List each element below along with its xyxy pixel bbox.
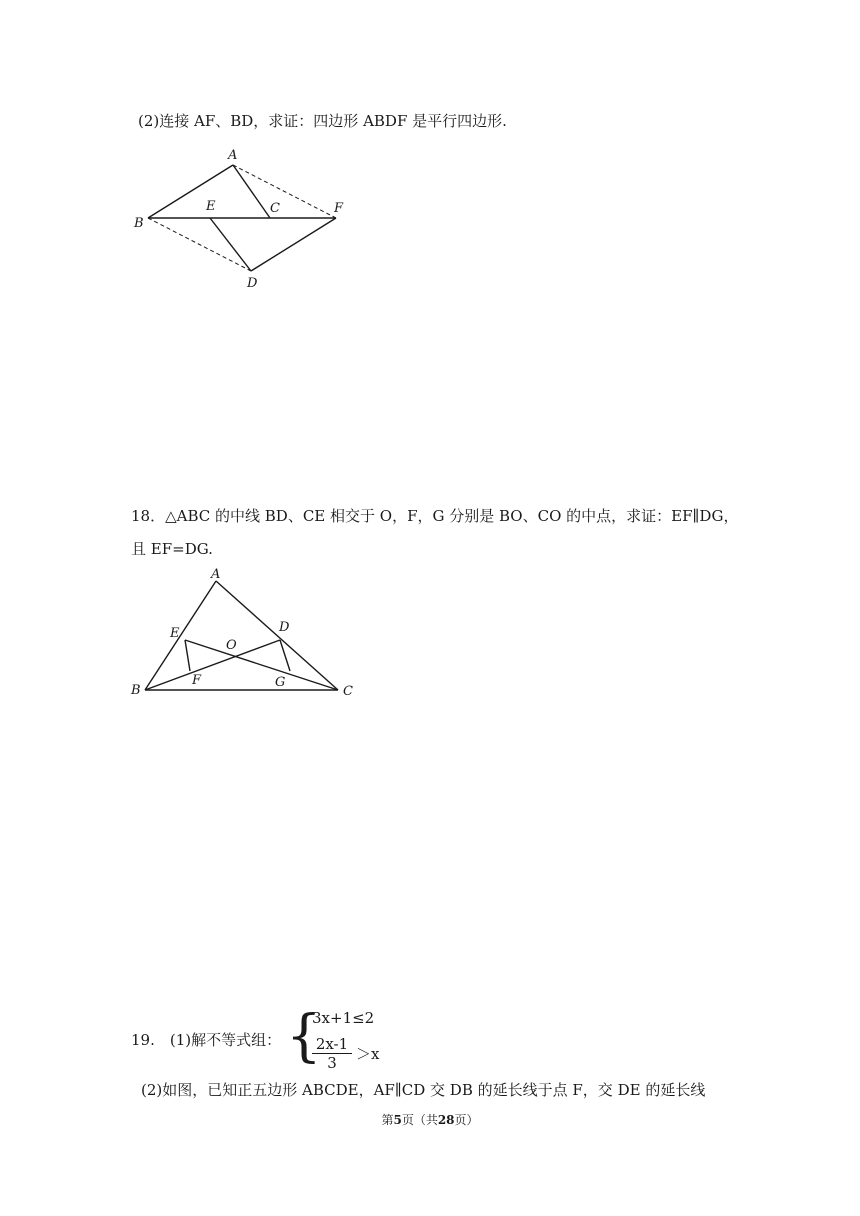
segment-dg [280,640,290,671]
label-d: D [279,620,290,635]
q19-intro: 19. (1)解不等式组： [131,1031,282,1049]
segment-ac [233,165,270,218]
inequality-2-rhs: ＞x [356,1045,380,1063]
dashed-bd [148,218,251,271]
label-b: B [134,216,144,231]
q17-part2-text: (2)连接 AF、BD，求证：四边形 ABDF 是平行四边形. [138,112,507,130]
inequality-system [286,1005,396,1075]
figure-18 [125,563,365,708]
label-c: C [270,201,280,216]
label-a: A [211,567,221,582]
segment-ed [210,218,251,271]
page-footer [0,1111,860,1128]
q18-line2: 且 EF=DG. [131,540,213,558]
segment-df [251,218,336,271]
segment-ef [185,640,190,671]
label-c: C [343,684,353,699]
segment-ab [145,581,216,690]
q18-line1: 18．△ABC 的中线 BD、CE 相交于 O，F，G 分别是 BO、CO 的中点，求证：EF∥DG， [131,507,739,525]
label-d: D [247,276,258,291]
q19-part2-text: (2)如图，已知正五边形 ABCDE，AF∥CD 交 DB 的延长线于点 F，交 DE 的延长线 [141,1081,706,1099]
dashed-af [233,165,336,218]
label-a: A [228,148,238,163]
footer-prefix: 第 [381,1113,394,1127]
label-g: G [275,675,286,690]
label-f: F [334,201,344,216]
segment-ba [148,165,233,218]
fraction [312,1035,352,1072]
footer-page-number: 5 [393,1113,402,1127]
label-f: F [192,673,202,688]
label-e: E [206,199,216,214]
label-e: E [170,626,180,641]
inequality-1: 3x+1≤2 [312,1009,375,1027]
footer-total-pages: 28 [437,1113,455,1127]
footer-mid: 页（共 [401,1113,438,1127]
system-brace: { [286,1004,322,1069]
label-o: O [226,638,237,653]
footer-suffix: 页） [454,1113,479,1127]
fraction-numerator: 2x-1 [312,1035,352,1054]
fraction-denominator: 3 [327,1054,337,1072]
figure-17 [128,140,368,300]
segment-ac [216,581,338,690]
label-b: B [131,683,141,698]
